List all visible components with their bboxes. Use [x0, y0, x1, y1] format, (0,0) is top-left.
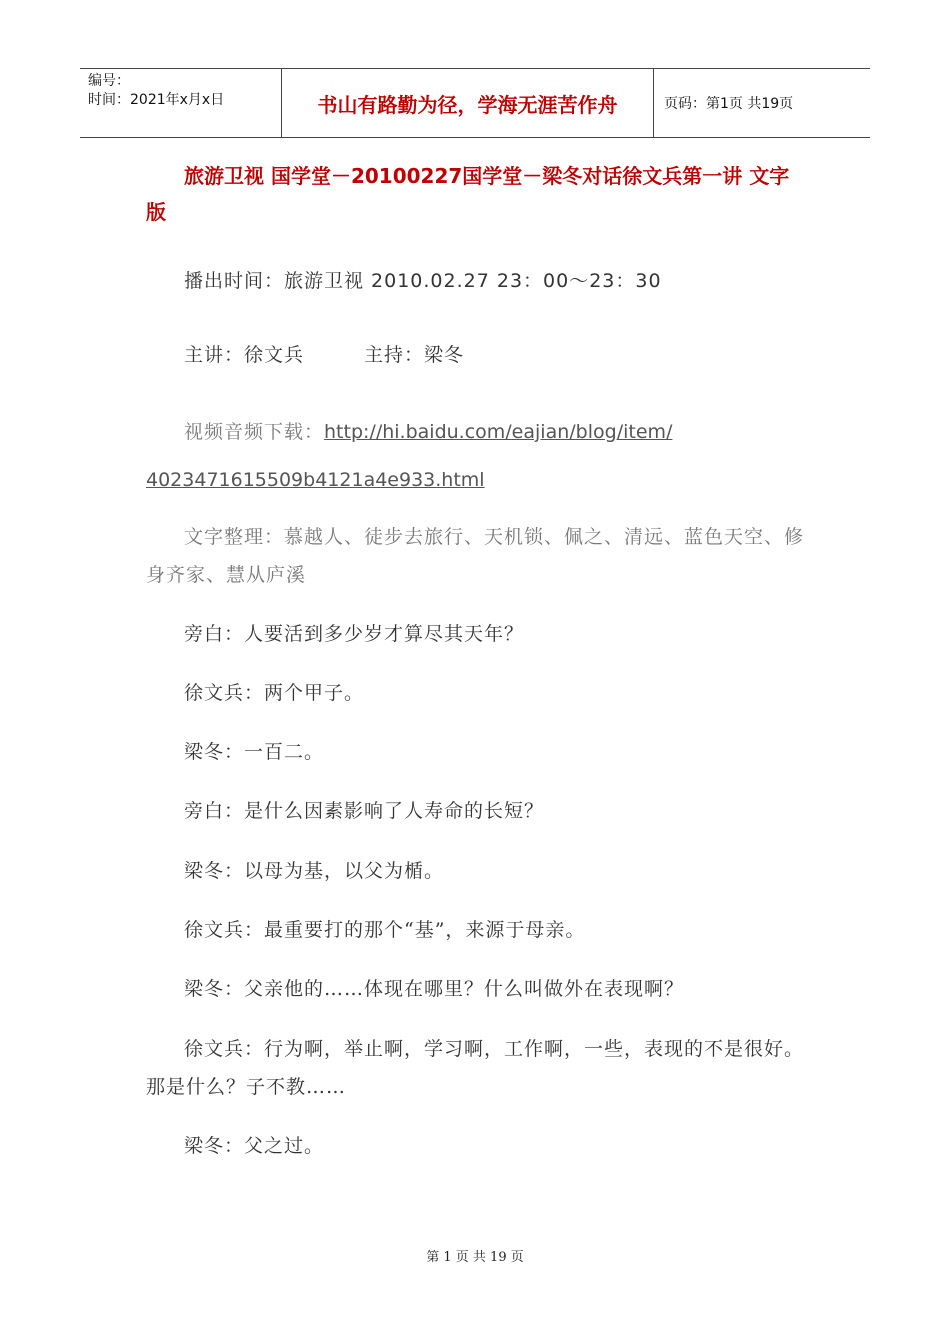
download-link[interactable]: http://hi.baidu.com/eajian/blog/item/ 4023471615509b4121a4e933.html: [146, 421, 673, 491]
dialogue-line: 旁白：是什么因素影响了人寿命的长短？: [184, 800, 545, 822]
header-motto: 书山有路勤为径，学海无涯苦作舟: [282, 69, 654, 137]
dialogue-line: 梁冬：父亲他的……体现在哪里？什么叫做外在表现啊？: [184, 978, 685, 1000]
dialogue-line: 徐文兵：行为啊，举止啊，学习啊，工作啊，一些，表现的不是很好。那是什么？子不教……: [146, 1038, 805, 1098]
document-header: [80, 68, 870, 138]
page-footer: 第 1 页 共 19 页: [426, 1250, 524, 1265]
header-meta: [80, 69, 282, 137]
lecturer: 主讲：徐文兵: [184, 344, 305, 366]
download-paragraph: [146, 408, 806, 504]
header-page-info: 页码：第1页 共19页: [664, 96, 794, 112]
dialogue-line: 梁冬：以母为基，以父为楯。: [184, 860, 445, 882]
dialogue-line: 梁冬：一百二。: [184, 741, 325, 763]
dialogue-line: 旁白：人要活到多少岁才算尽其天年？: [184, 623, 525, 645]
serial-label: 编号：: [88, 73, 130, 89]
dialogue-line: 徐文兵：最重要打的那个“基”，来源于母亲。: [184, 919, 586, 941]
host: 主持：梁冬: [364, 344, 465, 366]
date-label: 时间：2021年x月x日: [88, 92, 225, 108]
lecturer-host-line: [146, 336, 806, 374]
dialogue-line: 徐文兵：两个甲子。: [184, 682, 365, 704]
download-label: 视频音频下载：: [184, 421, 325, 443]
dialogue-line: 梁冬：父之过。: [184, 1135, 325, 1157]
credits-paragraph: 文字整理：慕越人、徒步去旅行、天机锁、佩之、清远、蓝色天空、修身齐家、慧从庐溪: [146, 526, 805, 586]
document-title: 旅游卫视 国学堂－20100227国学堂－梁冬对话徐文兵第一讲 文字版: [146, 164, 790, 224]
broadcast-time: 播出时间：旅游卫视 2010.02.27 23：00～23：30: [184, 270, 662, 292]
